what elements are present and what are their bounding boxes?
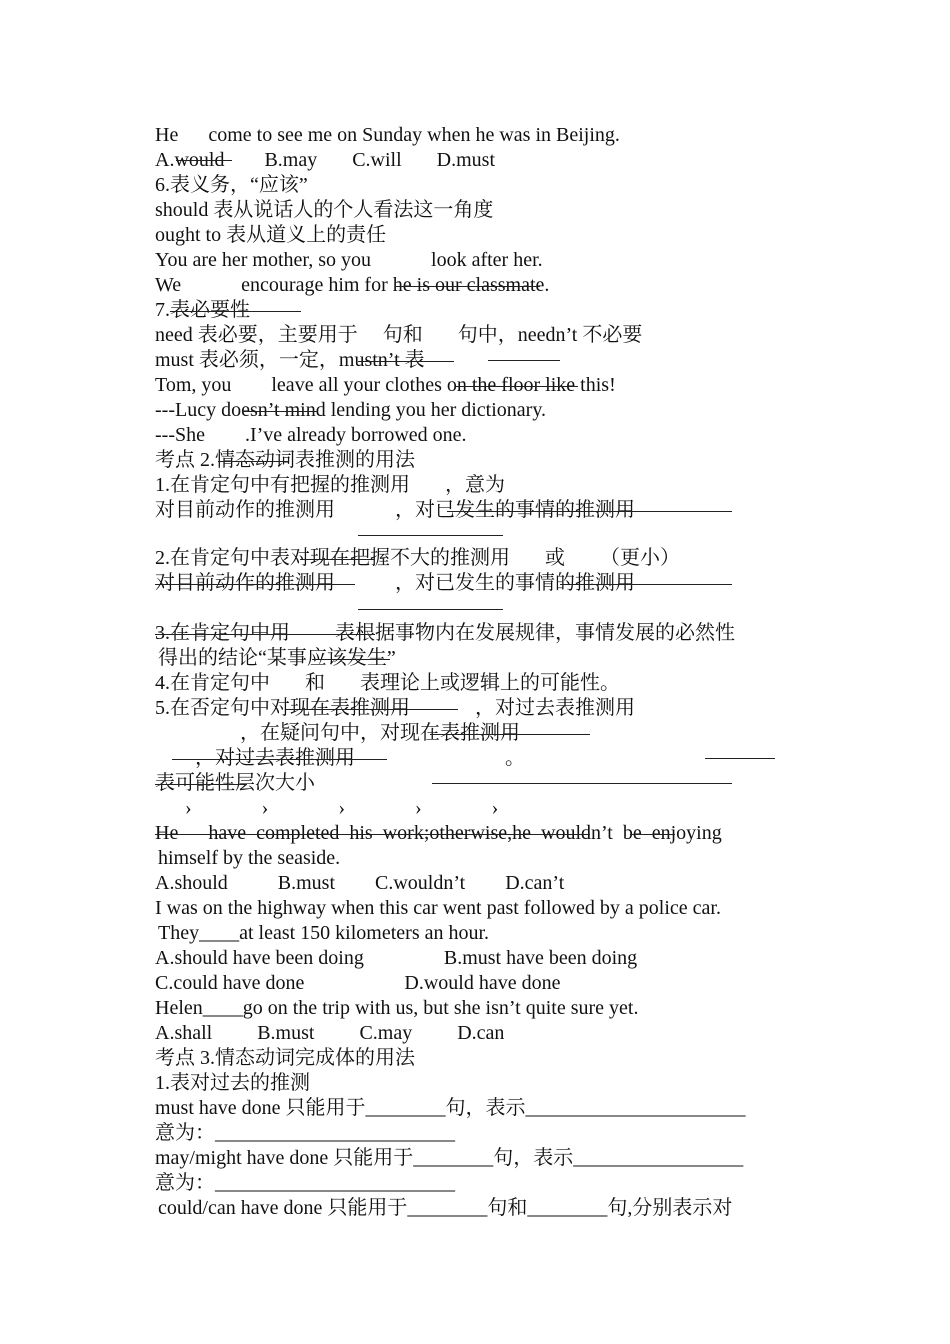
text-line: ，在疑问句中，对现在表推测用 xyxy=(155,722,520,744)
text-line: must 表必须，一定，mustn’t 表 xyxy=(155,349,425,371)
strike-line xyxy=(430,734,590,735)
strike-line xyxy=(312,659,390,660)
strike-line xyxy=(218,461,288,462)
text-line: 3.在肯定句中用 表根据事物内在发展规律，事情发展的必然性 xyxy=(155,622,735,644)
text-line: should 表从说话人的个人看法这一角度 xyxy=(155,199,494,221)
strike-line xyxy=(560,584,732,585)
text-line: We encourage him for he is our classmate. xyxy=(155,274,550,296)
strike-line xyxy=(300,559,375,560)
text-line: They____at least 150 kilometers an hour. xyxy=(158,922,490,944)
section-heading: 考点 3.情态动词完成体的用法 xyxy=(155,1047,415,1069)
options-line: A.shall B.must C.may D.can xyxy=(155,1022,505,1044)
strike-line xyxy=(155,634,375,635)
text-line: Tom, you leave all your clothes on the floor like this! xyxy=(155,374,616,396)
options-line: A.should B.must C.wouldn’t D.can’t xyxy=(155,872,565,894)
question-line: He have completed his work;otherwise,he wouldn’t be enjoying xyxy=(155,822,722,844)
text-line: 4.在肯定句中 和 表理论上或逻辑上的可能性。 xyxy=(155,672,620,694)
question-line: Helen____go on the trip with us, but she isn’t quite sure yet. xyxy=(155,997,639,1019)
text-line: may/might have done 只能用于________句，表示_________________ xyxy=(155,1147,744,1169)
strike-line xyxy=(286,709,458,710)
text-line: 表可能性层次大小 xyxy=(155,772,315,794)
text-line: 对目前动作的推测用 ，对已发生的事情的推测用 xyxy=(155,499,635,521)
answer-blank xyxy=(432,783,732,784)
text-line: himself by the seaside. xyxy=(158,847,341,869)
strike-line xyxy=(456,386,578,387)
text-line: ，对过去表推测用 。 xyxy=(155,747,525,769)
text-line: need 表必要，主要用于 句和 句中，needn’t 不必要 xyxy=(155,324,643,346)
text-line: 6.表义务，“应该” xyxy=(155,174,308,196)
options-line: C.could have done D.would have done xyxy=(155,972,561,994)
text-line: 得出的结论“某事应该发生” xyxy=(158,647,396,669)
text-line: You are her mother, so you look after her. xyxy=(155,249,543,271)
text-line: 意为：________________________ xyxy=(155,1122,455,1144)
strike-line xyxy=(170,311,301,312)
strike-line xyxy=(155,784,247,785)
strike-line xyxy=(155,584,355,585)
text-line: 意为：________________________ xyxy=(155,1172,455,1194)
text-line: could/can have done 只能用于________句和________句,分别表示对 xyxy=(158,1197,733,1219)
answer-blank xyxy=(488,360,560,361)
question-line: I was on the highway when this car went past followed by a police car. xyxy=(155,897,721,919)
text-line: 1.在肯定句中有把握的推测用 ，意为 xyxy=(155,474,505,496)
text-line: 7.表必要性 xyxy=(155,299,250,321)
strike-line xyxy=(630,834,675,835)
strike-line xyxy=(176,160,232,161)
options-line: A.should have been doing B.must have been doing xyxy=(155,947,638,969)
answer-blank xyxy=(705,758,775,759)
strike-line xyxy=(395,286,540,287)
text-line: ought to 表从道义上的责任 xyxy=(155,224,387,246)
text-line: 1.表对过去的推测 xyxy=(155,1072,310,1094)
strike-line xyxy=(447,511,732,512)
text-line: must have done 只能用于________句，表示______________________ xyxy=(155,1097,746,1119)
text-line: ---She .I’ve already borrowed one. xyxy=(155,424,467,446)
text-line: 2.在肯定句中表对现在把握不大的推测用 或 （更小） xyxy=(155,547,680,569)
strike-line xyxy=(358,361,454,362)
answer-blank xyxy=(358,609,503,610)
arrow-row: › › › › › xyxy=(155,797,499,819)
text-line: 5.在否定句中对现在表推测用 ，对过去表推测用 xyxy=(155,697,635,719)
strike-line xyxy=(172,759,387,760)
text-line: ---Lucy doesn’t mind lending you her dictionary. xyxy=(155,399,547,421)
strike-line xyxy=(155,834,590,835)
answer-blank xyxy=(358,535,503,536)
text-line: 对目前动作的推测用 ，对已发生的事情的推测用 xyxy=(155,572,635,594)
text-line: A.would B.may C.will D.must xyxy=(155,149,496,171)
section-heading: 考点 2.情态动词表推测的用法 xyxy=(155,449,415,471)
text-line: He come to see me on Sunday when he was in Beijing. xyxy=(155,124,620,146)
strike-line xyxy=(242,411,318,412)
